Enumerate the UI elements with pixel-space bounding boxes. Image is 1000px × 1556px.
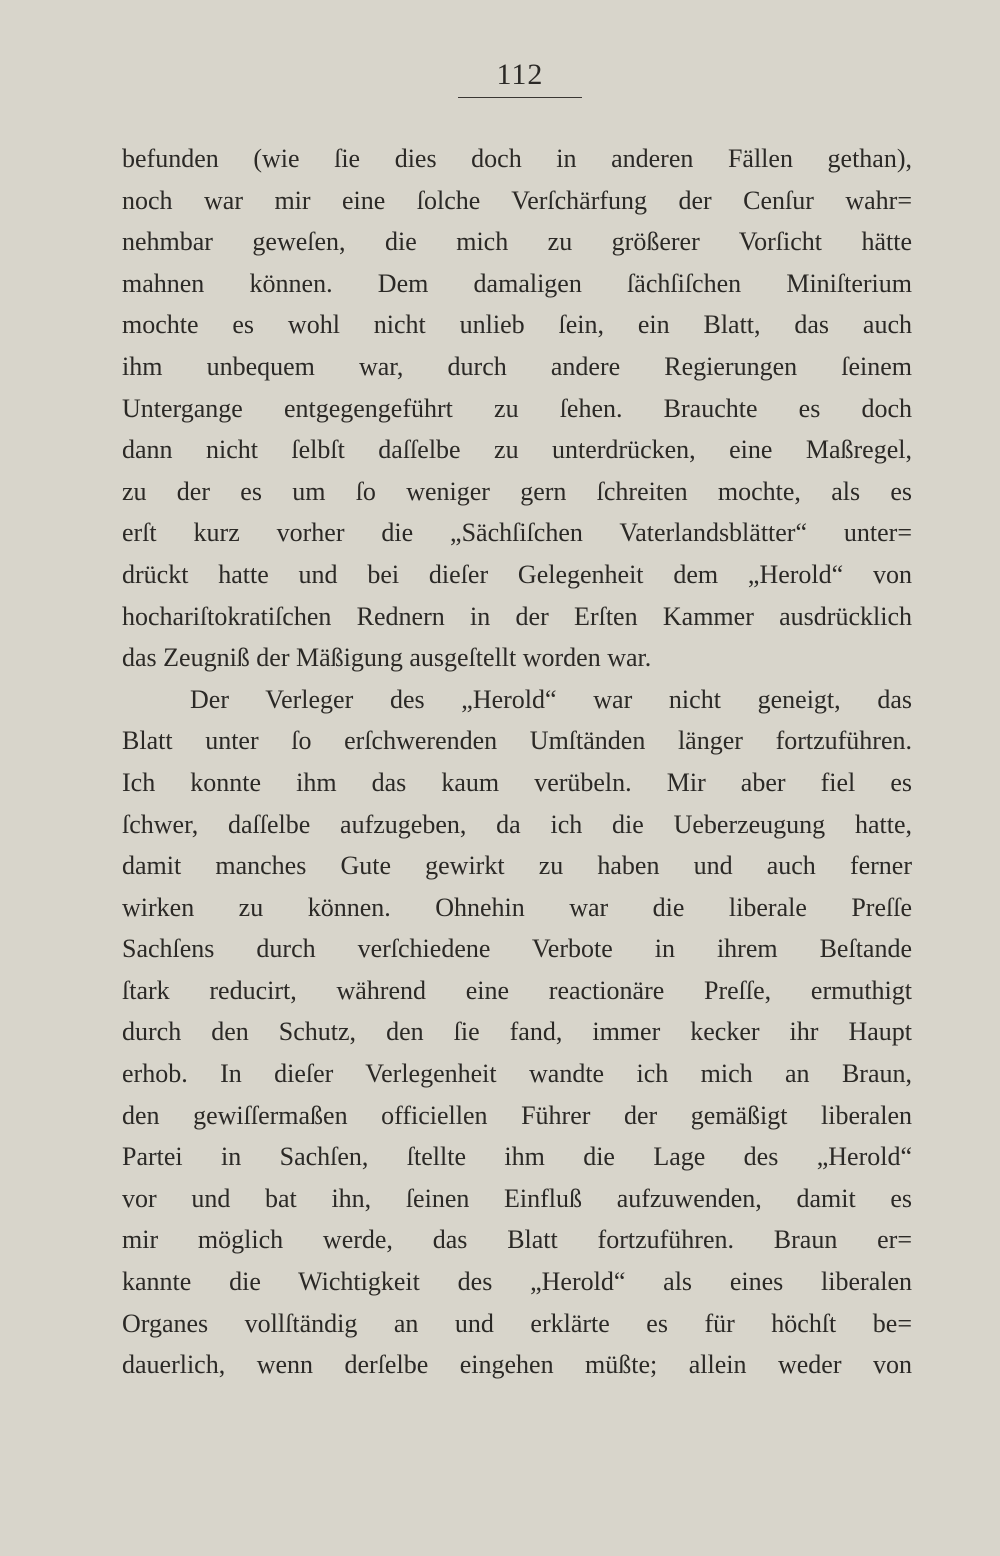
text-line: ſtark reducirt, während eine reactionäre Preſſe, ermuthigt [122,975,912,1005]
header-rule [458,97,582,98]
text-line: Ich konnte ihm das kaum verübeln. Mir aber fiel es [122,767,912,797]
text-line: Untergange entgegengeführt zu ſehen. Brauchte es doch [122,393,912,423]
text-line: Partei in Sachſen, ſtellte ihm die Lage des „Herold“ [122,1142,912,1172]
text-line: durch den Schutz, den ſie fand, immer kecker ihr Haupt [122,1017,912,1047]
text-line: drückt hatte und bei dieſer Gelegenheit dem „Herold“ von [122,559,912,589]
text-line: mahnen können. Dem damaligen ſächſiſchen Miniſterium [122,268,912,298]
text-line: noch war mir eine ſolche Verſchärfung der Cenſur wahr= [122,185,912,215]
text-line: damit manches Gute gewirkt zu haben und auch ferner [122,851,912,881]
text-line: Sachſens durch verſchiedene Verbote in ihrem Beſtande [122,934,912,964]
body-text [122,138,912,1386]
text-line: Der Verleger des „Herold“ war nicht geneigt, das [190,684,912,714]
text-line: vor und bat ihn, ſeinen Einfluß aufzuwenden, damit es [122,1183,912,1213]
text-line: zu der es um ſo weniger gern ſchreiten mochte, als es [122,476,912,506]
text-line: dann nicht ſelbſt daſſelbe zu unterdrücken, eine Maßregel, [122,435,912,465]
text-line: mochte es wohl nicht unlieb ſein, ein Blatt, das auch [122,310,912,340]
text-line: erhob. In dieſer Verlegenheit wandte ich mich an Braun, [122,1059,912,1089]
text-line: den gewiſſermaßen officiellen Führer der gemäßigt liberalen [122,1100,912,1130]
text-line: erſt kurz vorher die „Sächſiſchen Vaterlandsblätter“ unter= [122,518,912,548]
text-line: Organes vollſtändig an und erklärte es für höchſt be= [122,1308,912,1338]
text-line: nehmbar geweſen, die mich zu größerer Vorſicht hätte [122,227,912,257]
text-line: dauerlich, wenn derſelbe eingehen müßte; allein weder von [122,1350,912,1380]
text-line: befunden (wie ſie dies doch in anderen Fällen gethan), [122,144,912,173]
paragraph [122,138,912,679]
text-line: ihm unbequem war, durch andere Regierungen ſeinem [122,351,912,381]
text-line: kannte die Wichtigkeit des „Herold“ als eines liberalen [122,1267,912,1297]
text-line: hochariſtokratiſchen Rednern in der Erſten Kammer ausdrücklich [122,601,912,631]
text-line: ſchwer, daſſelbe aufzugeben, da ich die Ueberzeugung hatte, [122,809,912,839]
text-line: wirken zu können. Ohnehin war die liberale Preſſe [122,892,912,922]
text-line: mir möglich werde, das Blatt fortzuführen. Braun er= [122,1225,912,1255]
page-number: 112 [496,58,544,91]
paragraph [122,679,912,1386]
text-line: Blatt unter ſo erſchwerenden Umſtänden länger fortzuführen. [122,726,912,756]
text-line: das Zeugniß der Mäßigung ausgeſtellt worden war. [122,643,652,673]
